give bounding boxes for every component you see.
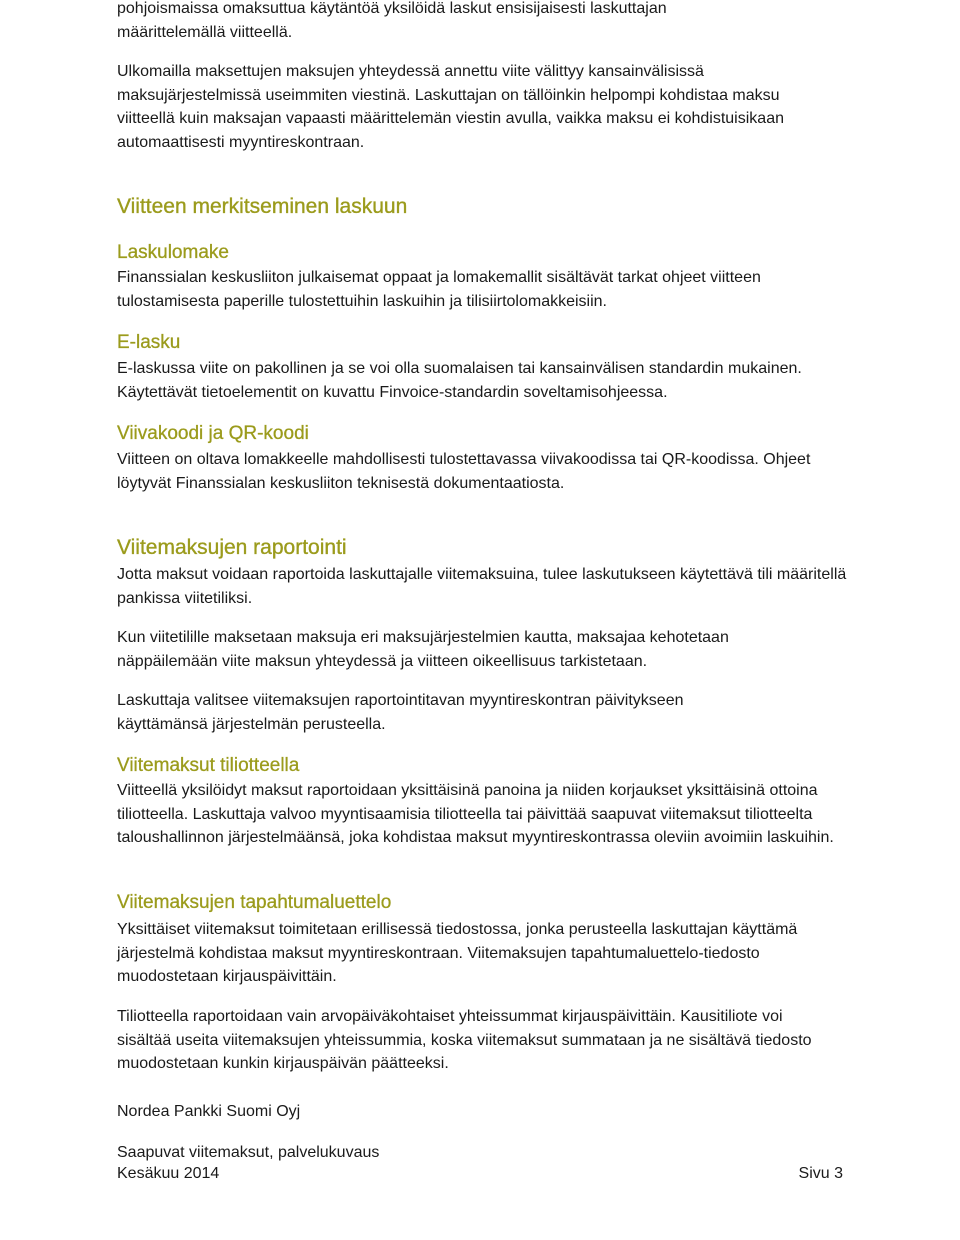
tapahtumaluettelo-paragraph-1: Yksittäiset viitemaksut toimitetaan erillisessä tiedostossa, jonka perusteella laskuttajan käyttämä järjestelmä kohdistaa maksut myyntireskontraan. Viitemaksujen tapahtumaluettelo-tiedosto muodostetaan kirjauspäivittäin. <box>117 921 798 985</box>
reporting-paragraph-3: Laskuttaja valitsee viitemaksujen raportointitavan myyntireskontran päivitykseen käyttämänsä järjestelmän perusteella. <box>117 692 684 733</box>
section-title-viitemaksujen-raportointi: Viitemaksujen raportointi <box>117 536 347 559</box>
tiliote-text: Viitteellä yksilöidyt maksut raportoidaan yksittäisinä panoina ja niiden korjaukset yksittäisinä ottoina tiliotteella. Laskuttaja valvoo myyntisaamisia tiliotteella tai päivittää saapuvat viitemaksut tiliotteelta taloushallinnon järjestelmäänsä, joka kohdistaa maksut myyntireskontrassa oleviin avoimiin laskuihin. <box>117 782 834 846</box>
footer <box>117 1142 847 1184</box>
intro-paragraph-2: Ulkomailla maksettujen maksujen yhteydessä annettu viite välittyy kansainvälisissä maksujärjestelmissä useimmiten viestinä. Laskuttajan on tällöinkin helpompi kohdistaa maksu viitteellä kuin maksajan vapaasti määrittelemän viestin avulla, vaikka maksu ei kohdistuisikaan automaattisesti myyntireskontraan. <box>117 63 784 151</box>
viivakoodi-text: Viitteen on oltava lomakkeelle mahdollisesti tulostettavassa viivakoodissa tai QR-koodissa. Ohjeet löytyvät Finanssialan keskusliiton teknisestä dokumentaatiosta. <box>117 451 811 492</box>
subsection-title-tapahtumaluettelo: Viitemaksujen tapahtumaluettelo <box>117 892 392 913</box>
reporting-paragraph-2: Kun viitetilille maksetaan maksuja eri maksujärjestelmien kautta, maksajaa kehotetaan näppäilemään viite maksun yhteydessä ja viitteen oikeellisuus tarkistetaan. <box>117 629 729 670</box>
footer-date-row <box>117 1163 847 1184</box>
signature: Nordea Pankki Suomi Oyj <box>117 1103 301 1120</box>
tapahtumaluettelo-paragraph-2: Tiliotteella raportoidaan vain arvopäiväkohtaiset yhteissummat kirjauspäivittäin. Kausitiliote voi sisältää useita viitemaksujen yhteissummia, koska viitemaksut summataan ja ne sisältävä tiedosto muodostetaan kunkin kirjauspäivän päätteeksi. <box>117 1008 812 1072</box>
section-title-viitteen-merkitseminen: Viitteen merkitseminen laskuun <box>117 195 408 218</box>
footer-page-number: Sivu 3 <box>798 1165 843 1182</box>
subsection-title-laskulomake: Laskulomake <box>117 242 229 263</box>
footer-doc-title: Saapuvat viitemaksut, palvelukuvaus <box>117 1144 380 1161</box>
elasku-text: E-laskussa viite on pakollinen ja se voi olla suomalaisen tai kansainvälisen standardin mukainen. Käytettävät tietoelementit on kuvattu Finvoice-standardin soveltamisohjeessa. <box>117 360 802 401</box>
reporting-paragraph-1: Jotta maksut voidaan raportoida laskuttajalle viitemaksuina, tulee laskutukseen käytettävä tili määritellä pankissa viitetiliksi. <box>117 566 847 607</box>
laskulomake-text: Finanssialan keskusliiton julkaisemat oppaat ja lomakemallit sisältävät tarkat ohjeet viitteen tulostamisesta paperille tulostettuihin laskuihin ja tilisiirtolomakkeisiin. <box>117 269 761 310</box>
subsection-title-elasku: E-lasku <box>117 332 181 353</box>
footer-date: Kesäkuu 2014 <box>117 1165 220 1182</box>
subsection-title-tiliote: Viitemaksut tiliotteella <box>117 755 300 776</box>
subsection-title-viivakoodi: Viivakoodi ja QR-koodi <box>117 423 309 444</box>
intro-paragraph-1: pohjoismaissa omaksuttua käytäntöä yksilöidä laskut ensisijaisesti laskuttajan määrittelemällä viitteellä. <box>117 0 667 41</box>
